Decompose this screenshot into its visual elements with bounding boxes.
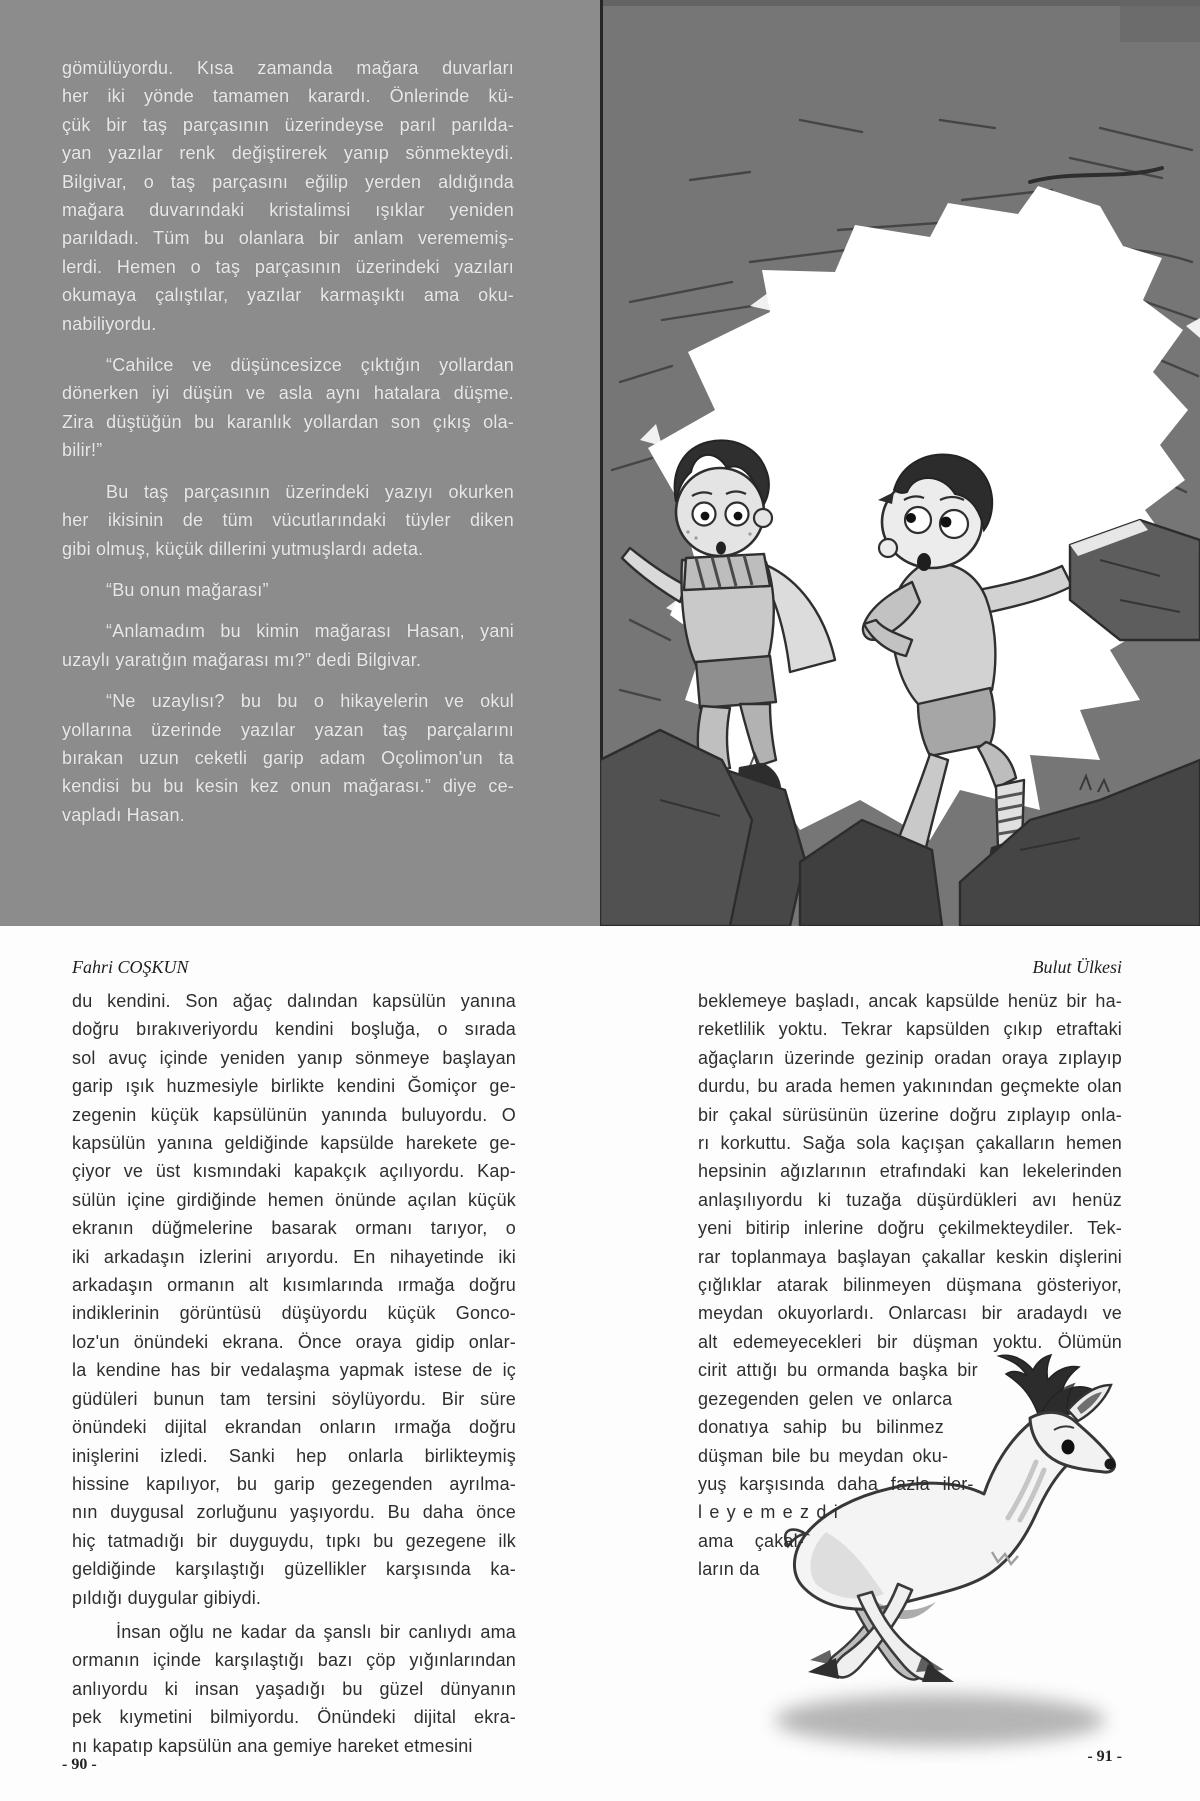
text-line: nın duygusal zorluğunu yaşıyordu. Bu daha önce bbox=[72, 1502, 516, 1523]
text-line: rı korkuttu. Sağa sola kaçışan çakalların hemen bbox=[698, 1133, 1122, 1154]
text-line: gibi olmuş, küçük dillerini yutmuşlardı adeta. bbox=[62, 538, 424, 559]
text-line: çığlıklar atarak bilinmeyen düşmana gösteriyor, bbox=[698, 1275, 1122, 1296]
paragraph bbox=[62, 687, 514, 829]
page-number-91: - 91 - bbox=[1087, 1748, 1122, 1765]
page-90-text bbox=[72, 987, 516, 1760]
text-line: arkadaşın ormanın alt kısımlarında ırmağa doğru bbox=[72, 1275, 516, 1296]
text-line: ekranın düğmelerine basarak ormanı tarıyor, o bbox=[72, 1218, 516, 1239]
text-line: zegenin küçük kapsülünün yanında buluyordu. O bbox=[72, 1104, 516, 1125]
paragraph bbox=[62, 351, 514, 465]
text-line: l e y e m e z d i bbox=[698, 1502, 838, 1523]
text-line: geldiğinde karşılaştığı güzellikler karşısında ka- bbox=[72, 1559, 516, 1580]
text-line: ağaçların üzerinde gezinip oradan oraya zıplayıp bbox=[698, 1047, 1122, 1068]
text-line: pıldığı duygular gibiydi. bbox=[72, 1587, 262, 1608]
paragraph bbox=[62, 617, 514, 674]
text-line: güdüleri bunun tam tersini söylüyordu. Bir süre bbox=[72, 1388, 516, 1409]
text-line: “Bu onun mağarası” bbox=[106, 579, 269, 600]
text-line: parıldadı. Tüm bu olanlara bir anlam verememiş- bbox=[62, 228, 514, 249]
paragraph bbox=[72, 987, 516, 1612]
paragraph bbox=[62, 478, 514, 563]
text-line: bırakan uzun ceketli garip adam Oçolimon'un ta bbox=[62, 747, 514, 768]
text-line: durdu, bu arada hemen yakınından geçmekte olan bbox=[698, 1076, 1122, 1097]
text-line: kendisi bu bu kesin kez onun mağarası.” diye ce- bbox=[62, 776, 514, 797]
text-line: uzaylı yaratığın mağarası mı?” dedi Bilgivar. bbox=[62, 649, 422, 670]
text-line: anlıyordu ki insan yaşadığı bu güzel dünyanın bbox=[72, 1678, 516, 1699]
text-line: okumaya çalıştılar, yazılar karmaşıktı ama oku- bbox=[62, 285, 514, 306]
text-line: ama çakal- bbox=[698, 1530, 804, 1551]
paragraph bbox=[698, 987, 1122, 1584]
text-line: kapsülün yanına geldiğinde kapsülde harekete ge- bbox=[72, 1133, 516, 1154]
text-line: önündeki dijital ekrandan onların ırmağa doğru bbox=[72, 1417, 516, 1438]
text-line: hiç tatmadığı bir duyguydu, tıpkı bu gezegene ilk bbox=[72, 1530, 516, 1551]
text-line: gömülüyordu. Kısa zamanda mağara duvarları bbox=[62, 58, 514, 78]
text-line: iki arkadaşın izlerini arıyordu. En nihayetinde iki bbox=[72, 1246, 516, 1267]
paragraph bbox=[62, 54, 514, 338]
text-line: vapladı Hasan. bbox=[62, 804, 185, 825]
text-line: İnsan oğlu ne kadar da şanslı bir canlıydı ama bbox=[116, 1621, 516, 1642]
cave-illustration bbox=[600, 0, 1200, 926]
text-line: cirit attığı bu ormanda başka bir bbox=[698, 1360, 978, 1381]
text-line: nı kapatıp kapsülün ana gemiye hareket etmesini bbox=[72, 1735, 473, 1756]
page-90-column bbox=[72, 956, 516, 1760]
text-line: meydan okuyorlardı. Onlarcası bir aradaydı ve bbox=[698, 1303, 1122, 1324]
text-line: indiklerinin görüntüsü düşüyordu küçük Gonco- bbox=[72, 1303, 516, 1324]
paragraph bbox=[62, 576, 514, 604]
text-line: Zira düştüğün bu karanlık yollardan son çıkış ola- bbox=[62, 411, 514, 432]
text-line: yollarına üzerinde yazılar yazan taş parçalarını bbox=[62, 719, 514, 740]
text-line: mağara duvarındaki kristalimsi ışıklar yeniden bbox=[62, 200, 514, 221]
text-line: Bu taş parçasının üzerindeki yazıyı okurken bbox=[106, 481, 514, 502]
text-line: “Anlamadım bu kimin mağarası Hasan, yani bbox=[106, 621, 514, 642]
text-line: alt edemeyecekleri bir düşman yoktu. Ölümün bbox=[698, 1331, 1122, 1352]
text-line: nabiliyordu. bbox=[62, 313, 157, 334]
text-line: garip ışık huzmesiyle birlikte kendini Ğomiçor ge- bbox=[72, 1076, 516, 1097]
text-line: çük bir taş parçasının üzerindeyse parıl parılda- bbox=[62, 114, 514, 135]
text-line: donatıya sahip bu bilinmez bbox=[698, 1417, 944, 1438]
text-line: yeni bitirip inlerine doğru çekilmekteydiler. Tek- bbox=[698, 1218, 1122, 1239]
text-line: dönerken iyi düşün ve asla aynı hatalara düşme. bbox=[62, 383, 514, 404]
text-line: reketlilik yoktu. Tekrar kapsülden çıkıp etraftaki bbox=[698, 1019, 1122, 1040]
paragraph bbox=[72, 1618, 516, 1760]
text-line: ların da bbox=[698, 1559, 760, 1580]
text-line: ormanın içinde karşılaştığı bazı çöp yığınlarından bbox=[72, 1650, 516, 1671]
text-line: her iki yönde tamamen karardı. Önlerinde kü- bbox=[62, 86, 514, 107]
page-91-header: Bulut Ülkesi bbox=[1032, 957, 1122, 977]
page-91-column bbox=[698, 956, 1122, 1584]
text-line: loz'un önündeki ekrana. Önce oraya gidip onlar- bbox=[72, 1331, 516, 1352]
page-91-text bbox=[698, 987, 1122, 1584]
text-line: yan yazılar renk değiştirerek yanıp sönmekteydi. bbox=[62, 143, 514, 164]
text-line: “Cahilce ve düşüncesizce çıktığın yollardan bbox=[106, 355, 514, 376]
text-line: la kendine has bir vedalaşma yapmak istese de iç bbox=[72, 1360, 516, 1381]
text-line: düşman bile bu meydan oku- bbox=[698, 1445, 949, 1466]
text-line: bilir!” bbox=[62, 440, 103, 461]
page-90-header: Fahri COŞKUN bbox=[72, 957, 189, 977]
text-line: “Ne uzaylısı? bu bu o hikayelerin ve okul bbox=[106, 691, 514, 712]
text-line: her ikisinin de tüm vücutlarındaki tüyler diken bbox=[62, 510, 514, 531]
text-line: sol avuç içinde yeniden yanıp sönmeye başlayan bbox=[72, 1047, 516, 1068]
text-line: gezegenden gelen ve onlarca bbox=[698, 1388, 953, 1409]
text-line: sülün içine girdiğinde hemen önünde açılan küçük bbox=[72, 1189, 516, 1210]
text-line: inişlerini izledi. Sanki hep onlarla birlikteymiş bbox=[72, 1445, 516, 1466]
text-line: du kendini. Son ağaç dalından kapsülün yanına bbox=[72, 991, 516, 1011]
text-line: hissine kapılıyor, bu garip gezegenden ayrılma- bbox=[72, 1473, 516, 1494]
text-line: Bilgivar, o taş parçasını eğilip yerden aldığında bbox=[62, 171, 514, 192]
text-line: anlaşılıyordu ki tuzağa düşürdükleri avı henüz bbox=[698, 1189, 1122, 1210]
text-line: hepsinin ağızlarının etrafındaki kan lekelerinden bbox=[698, 1161, 1122, 1182]
text-line: çiyor ve üst kısmındaki kapakçık açılıyordu. Kap- bbox=[72, 1161, 516, 1182]
text-line: rar toplanmaya başlayan çakallar keskin dişlerini bbox=[698, 1246, 1122, 1267]
text-line: doğru bırakıveriyordu kendini boşluğa, o sırada bbox=[72, 1019, 516, 1040]
text-line: yuş karşısında daha fazla iler- bbox=[698, 1473, 974, 1494]
text-line: beklemeye başladı, ancak kapsülde henüz bir ha- bbox=[698, 991, 1122, 1011]
text-line: lerdi. Hemen o taş parçasının üzerindeki yazıları bbox=[62, 256, 514, 277]
top-page-text bbox=[62, 54, 514, 829]
page-number-90: - 90 - bbox=[62, 1756, 97, 1773]
text-line: pek kıymetini bilmiyordu. Önündeki dijital ekra- bbox=[72, 1707, 516, 1728]
text-line: bir çakal sürüsünün üzerine doğru zıplayıp onla- bbox=[698, 1104, 1122, 1125]
